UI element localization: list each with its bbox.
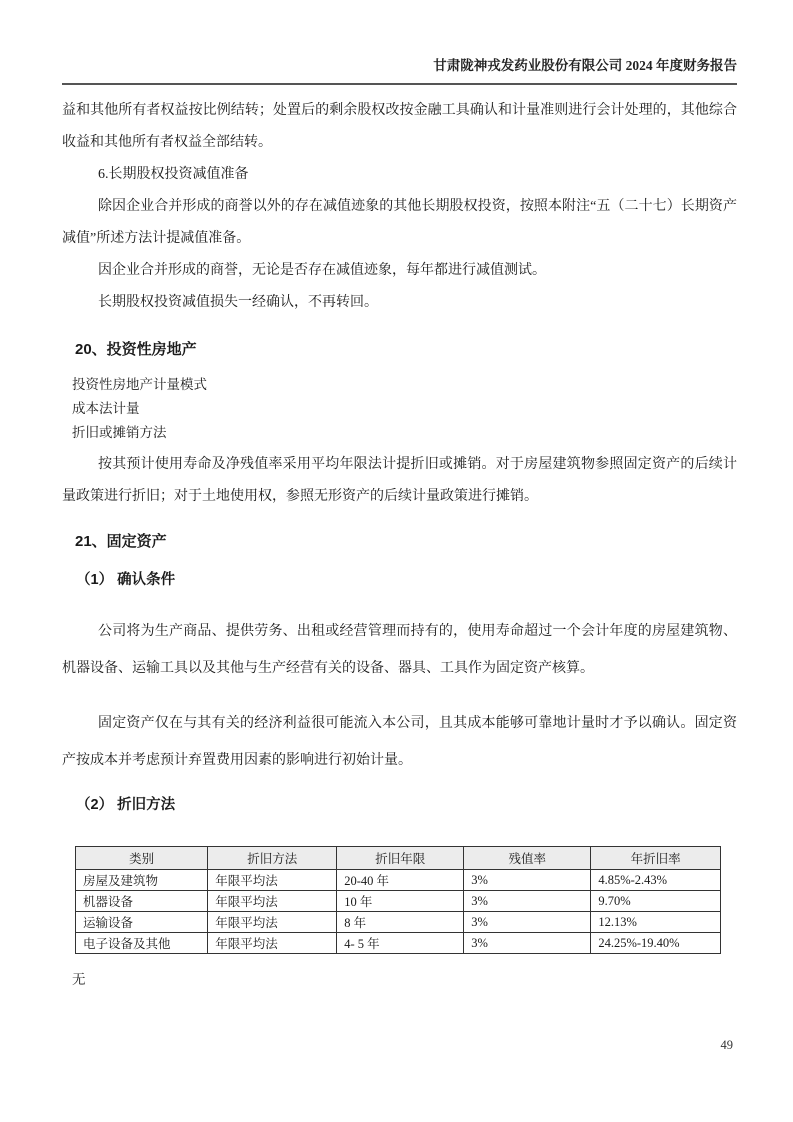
table-header-annual-rate: 年折旧率 <box>591 847 721 870</box>
label-measurement-mode: 投资性房地产计量模式 <box>72 377 207 392</box>
subsection-heading-depreciation: （2） 折旧方法 <box>76 797 176 813</box>
table-cell: 9.70% <box>591 891 721 912</box>
page-number: 49 <box>720 1038 733 1052</box>
table-cell: 20-40 年 <box>337 870 464 891</box>
table-row <box>76 870 721 891</box>
depreciation-table <box>75 846 721 954</box>
heading-6-impairment: 6.长期股权投资减值准备 <box>98 167 249 182</box>
table-cell: 电子设备及其他 <box>76 933 208 954</box>
table-cell: 3% <box>464 870 591 891</box>
table-cell: 房屋及建筑物 <box>76 870 208 891</box>
table-cell: 4.85%-2.43% <box>591 870 721 891</box>
table-cell: 运输设备 <box>76 912 208 933</box>
label-cost-method: 成本法计量 <box>72 401 140 416</box>
table-header-years: 折旧年限 <box>337 847 464 870</box>
table-header-category: 类别 <box>76 847 208 870</box>
paragraph-no-reversal: 长期股权投资减值损失一经确认，不再转回。 <box>98 295 378 310</box>
paragraph-equity-carryover: 益和其他所有者权益按比例结转；处置后的剩余股权改按金融工具确认和计量准则进行会计处理的，其他综合收益和其他所有者权益全部结转。 <box>62 103 737 150</box>
table-cell: 年限平均法 <box>208 933 337 954</box>
table-header-residual-rate: 残值率 <box>464 847 591 870</box>
table-cell: 3% <box>464 933 591 954</box>
table-cell: 3% <box>464 891 591 912</box>
table-cell: 年限平均法 <box>208 870 337 891</box>
table-cell: 24.25%-19.40% <box>591 933 721 954</box>
paragraph-impairment-provision: 除因企业合并形成的商誉以外的存在减值迹象的其他长期股权投资，按照本附注“五（二十七）长期资产减值”所述方法计提减值准备。 <box>62 199 737 246</box>
table-cell: 12.13% <box>591 912 721 933</box>
table-row <box>76 912 721 933</box>
table-header-method: 折旧方法 <box>208 847 337 870</box>
document-header <box>62 0 737 85</box>
document-header-title: 甘肃陇神戎发药业股份有限公司 2024 年度财务报告 <box>433 58 737 73</box>
table-cell: 机器设备 <box>76 891 208 912</box>
label-depreciation-method: 折旧或摊销方法 <box>72 425 167 440</box>
table-header-row <box>76 847 721 870</box>
paragraph-useful-life: 按其预计使用寿命及净残值率采用平均年限法计提折旧或摊销。对于房屋建筑物参照固定资产的后续计量政策进行折旧；对于土地使用权，参照无形资产的后续计量政策进行摊销。 <box>62 457 737 504</box>
paragraph-fixed-asset-scope: 公司将为生产商品、提供劳务、出租或经营管理而持有的，使用寿命超过一个会计年度的房屋建筑物、机器设备、运输工具以及其他与生产经营有关的设备、器具、工具作为固定资产核算。 <box>62 624 737 676</box>
paragraph-goodwill-test: 因企业合并形成的商誉，无论是否存在减值迹象，每年都进行减值测试。 <box>98 263 546 278</box>
table-cell: 10 年 <box>337 891 464 912</box>
subsection-heading-recognition: （1） 确认条件 <box>76 572 176 588</box>
table-cell: 8 年 <box>337 912 464 933</box>
paragraph-none: 无 <box>72 972 86 987</box>
paragraph-fixed-asset-recognition: 固定资产仅在与其有关的经济利益很可能流入本公司，且其成本能够可靠地计量时才予以确认。固定资产按成本并考虑预计弃置费用因素的影响进行初始计量。 <box>62 716 737 768</box>
table-row <box>76 933 721 954</box>
table-cell: 4- 5 年 <box>337 933 464 954</box>
section-heading-20-investment-property: 20、投资性房地产 <box>75 341 197 358</box>
section-heading-21-fixed-assets: 21、固定资产 <box>75 533 167 550</box>
table-cell: 年限平均法 <box>208 891 337 912</box>
table-cell: 年限平均法 <box>208 912 337 933</box>
table-row <box>76 891 721 912</box>
table-cell: 3% <box>464 912 591 933</box>
